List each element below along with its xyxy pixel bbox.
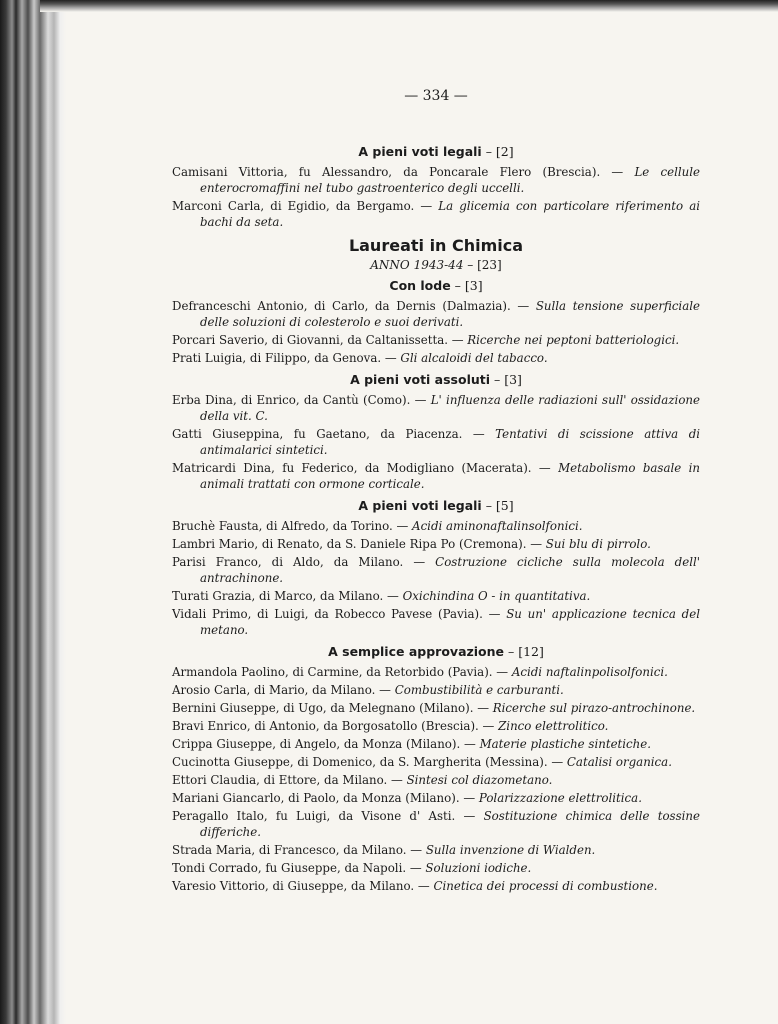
graduate-name: Bravi Enrico, di Antonio, da Borgosatollo (Brescia). — [172, 719, 479, 733]
graduate-name: Cucinotta Giuseppe, di Domenico, da S. Margherita (Messina). — [172, 755, 548, 769]
book-binding — [0, 0, 66, 1024]
separator-dash: — — [526, 537, 546, 551]
section-heading — [172, 278, 700, 293]
separator-dash: — — [455, 809, 484, 823]
section-count: – [3] — [450, 278, 483, 293]
section-heading — [172, 372, 700, 387]
thesis-title: Sostituzione chimica delle tossine differiche. — [200, 809, 701, 839]
page-top-edge — [40, 0, 778, 12]
academic-year — [172, 258, 700, 272]
graduate-entry — [172, 332, 700, 348]
graduate-name: Camisani Vittoria, fu Alessandro, da Poncarale Flero (Brescia). — [172, 165, 601, 179]
thesis-title: Materie plastiche sintetiche. — [479, 737, 651, 751]
thesis-title: Sulla invenzione di Wialden. — [425, 843, 596, 857]
graduate-entry — [172, 518, 700, 534]
graduate-name: Matricardi Dina, fu Federico, da Modigliano (Macerata). — [172, 461, 532, 475]
separator-dash: — — [482, 607, 507, 621]
thesis-title: Sui blu di pirrolo. — [545, 537, 651, 551]
graduate-name: Varesio Vittorio, di Giuseppe, da Milano. — [172, 879, 415, 893]
graduate-name: Turati Grazia, di Marco, da Milano. — [172, 589, 384, 603]
separator-dash: — — [547, 755, 567, 769]
thesis-title: Tentativi di scissione attiva di antimalarici sintetici. — [200, 427, 701, 457]
separator-dash: — — [459, 791, 479, 805]
graduate-entry — [172, 164, 700, 196]
section-count: – [5] — [481, 498, 514, 513]
graduate-entry — [172, 878, 700, 894]
separator-dash: — — [478, 719, 499, 733]
separator-dash: — — [510, 299, 536, 313]
graduate-entry — [172, 554, 700, 586]
graduate-entry — [172, 606, 700, 638]
graduate-entry — [172, 790, 700, 806]
thesis-title: Ricerche nei peptoni batteriologici. — [467, 333, 680, 347]
thesis-title: Metabolismo basale in animali trattati con ormone corticale. — [200, 461, 700, 491]
graduate-name: Vidali Primo, di Luigi, da Robecco Pavese (Pavia). — [172, 607, 483, 621]
page-number: — 334 — — [404, 88, 468, 104]
separator-dash: — — [375, 683, 395, 697]
thesis-title: Oxichindina O - in quantitativa. — [402, 589, 591, 603]
graduate-entry — [172, 350, 700, 366]
separator-dash: — — [406, 843, 426, 857]
graduate-entry — [172, 298, 700, 330]
thesis-title: Acidi aminonaftalinsolfonici. — [412, 519, 583, 533]
graduate-name: Lambri Mario, di Renato, da S. Daniele Ripa Po (Cremona). — [172, 537, 527, 551]
document-page — [172, 88, 700, 896]
graduate-entry — [172, 842, 700, 858]
graduate-entry — [172, 426, 700, 458]
separator-dash: — — [473, 701, 493, 715]
graduate-name: Strada Maria, di Francesco, da Milano. — [172, 843, 407, 857]
thesis-title: La glicemia con particolare riferimento ai bachi da seta. — [200, 199, 701, 229]
graduate-name: Armandola Paolino, di Carmine, da Retorbido (Pavia). — [172, 665, 493, 679]
separator-dash: — — [600, 165, 635, 179]
separator-dash: — — [447, 333, 468, 347]
thesis-title: Su un' applicazione tecnica del metano. — [200, 607, 700, 637]
thesis-title: Combustibilità e carburanti. — [394, 683, 564, 697]
separator-dash: — — [414, 879, 434, 893]
document-body — [172, 144, 700, 894]
graduate-name: Gatti Giuseppina, fu Gaetano, da Piacenza. — [172, 427, 463, 441]
graduate-name: Defranceschi Antonio, di Carlo, da Dernis (Dalmazia). — [172, 299, 511, 313]
section-count: – [2] — [481, 144, 514, 159]
graduate-name: Prati Luigia, di Filippo, da Genova. — [172, 351, 382, 365]
year-label: ANNO 1943-44 — [370, 258, 464, 272]
section-title: A pieni voti legali — [358, 144, 482, 159]
separator-dash: — — [460, 737, 480, 751]
graduate-name: Arosio Carla, di Mario, da Milano. — [172, 683, 376, 697]
section-title: A semplice approvazione — [328, 644, 505, 659]
graduate-name: Bruchè Fausta, di Alfredo, da Torino. — [172, 519, 393, 533]
degree-heading: Laureati in Chimica — [348, 236, 524, 255]
graduate-entry — [172, 736, 700, 752]
section-title: A pieni voti legali — [358, 498, 482, 513]
graduate-name: Ettori Claudia, di Ettore, da Milano. — [172, 773, 388, 787]
section-heading — [172, 644, 700, 659]
separator-dash: — — [406, 861, 426, 875]
graduate-entry — [172, 198, 700, 230]
section-count: – [12] — [504, 644, 544, 659]
graduate-name: Crippa Giuseppe, di Angelo, da Monza (Milano). — [172, 737, 461, 751]
thesis-title: Cinetica dei processi di combustione. — [433, 879, 658, 893]
section-heading — [172, 498, 700, 513]
thesis-title: Polarizzazione elettrolitica. — [478, 791, 642, 805]
separator-dash: — — [383, 589, 403, 603]
separator-dash: — — [462, 427, 496, 441]
thesis-title: Le cellule enterocromaffini nel tubo gastroenterico degli uccelli. — [200, 165, 701, 195]
thesis-title: L' influenza delle radiazioni sull' ossidazione della vit. C. — [200, 393, 700, 423]
graduate-name: Marconi Carla, di Egidio, da Bergamo. — [172, 199, 415, 213]
section-title: A pieni voti assoluti — [350, 372, 491, 387]
graduate-name: Porcari Saverio, di Giovanni, da Caltanissetta. — [172, 333, 448, 347]
graduate-name: Tondi Corrado, fu Giuseppe, da Napoli. — [172, 861, 407, 875]
graduate-name: Peragallo Italo, fu Luigi, da Visone d' Asti. — [172, 809, 456, 823]
section-heading — [172, 144, 700, 159]
graduate-entry — [172, 700, 700, 716]
separator-dash: — — [403, 555, 436, 569]
graduate-name: Erba Dina, di Enrico, da Cantù (Como). — [172, 393, 411, 407]
graduate-entry — [172, 664, 700, 680]
graduate-name: Bernini Giuseppe, di Ugo, da Melegnano (Milano). — [172, 701, 474, 715]
separator-dash: — — [414, 199, 439, 213]
thesis-title: Zinco elettrolitico. — [498, 719, 609, 733]
graduate-name: Mariani Giancarlo, di Paolo, da Monza (Milano). — [172, 791, 460, 805]
thesis-title: Catalisi organica. — [566, 755, 672, 769]
graduate-entry — [172, 682, 700, 698]
separator-dash: — — [410, 393, 431, 407]
section-count: – [3] — [490, 372, 522, 387]
thesis-title: Sintesi col diazometano. — [406, 773, 553, 787]
graduate-entry — [172, 860, 700, 876]
graduate-entry — [172, 718, 700, 734]
graduate-entry — [172, 588, 700, 604]
graduate-entry — [172, 754, 700, 770]
separator-dash: — — [387, 773, 407, 787]
separator-dash: — — [492, 665, 512, 679]
graduate-entry — [172, 772, 700, 788]
separator-dash: — — [392, 519, 413, 533]
section-title: Con lode — [389, 278, 451, 293]
thesis-title: Sulla tensione superficiale delle soluzioni di colesterolo e suoi derivati. — [200, 299, 700, 329]
graduate-entry — [172, 392, 700, 424]
graduate-count: – [23] — [463, 258, 502, 272]
separator-dash: — — [381, 351, 401, 365]
graduate-name: Parisi Franco, di Aldo, da Milano. — [172, 555, 404, 569]
thesis-title: Gli alcaloidi del tabacco. — [400, 351, 548, 365]
graduate-entry — [172, 536, 700, 552]
thesis-title: Costruzione cicliche sulla molecola dell' antrachinone. — [200, 555, 700, 585]
graduate-entry — [172, 460, 700, 492]
graduate-entry — [172, 808, 700, 840]
thesis-title: Soluzioni iodiche. — [425, 861, 532, 875]
thesis-title: Ricerche sul pirazo-antrochinone. — [492, 701, 696, 715]
thesis-title: Acidi naftalinpolisolfonici. — [511, 665, 668, 679]
separator-dash: — — [531, 461, 559, 475]
